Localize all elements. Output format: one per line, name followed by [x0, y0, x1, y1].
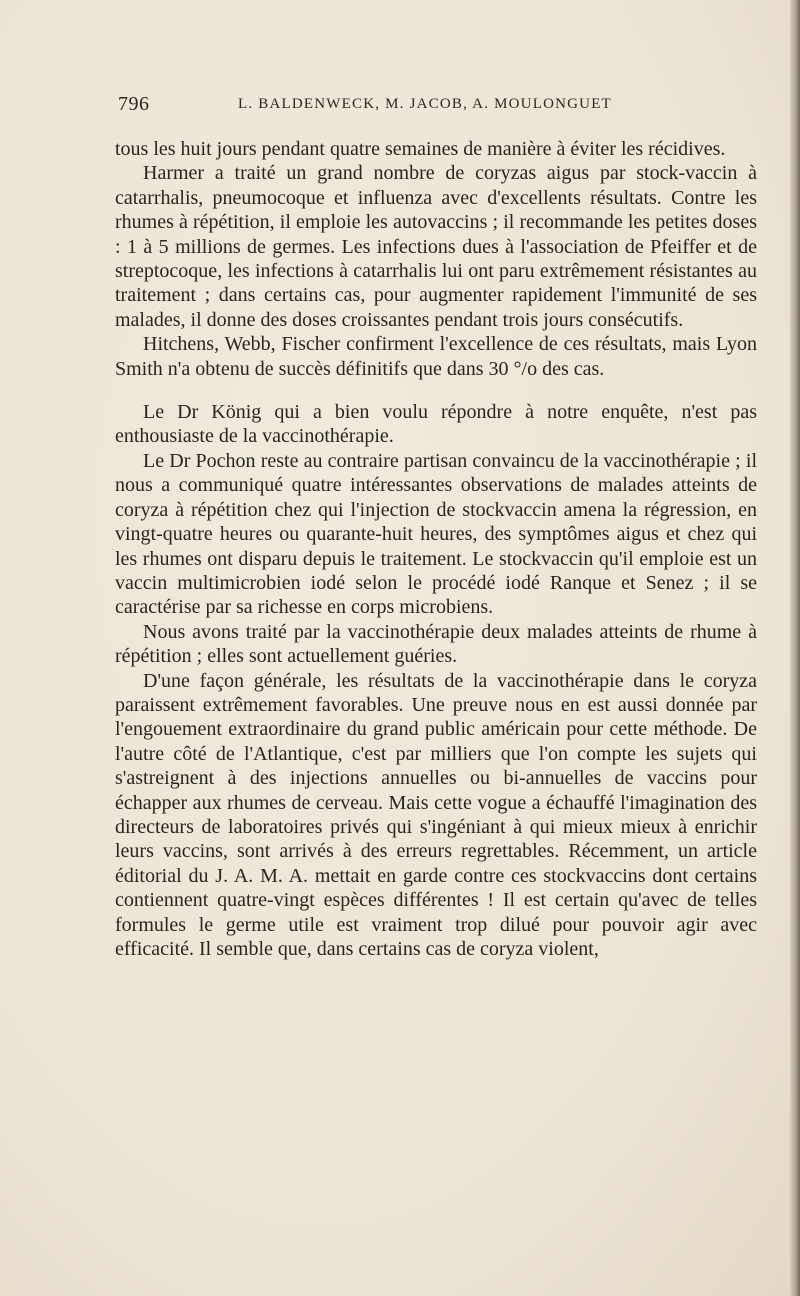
paragraph-continuation: tous les huit jours pendant quatre semaines de manière à éviter les récidives.: [115, 138, 726, 160]
paragraph-pochon: Le Dr Pochon reste au contraire partisan convaincu de la vaccinothérapie ; il nous a communiqué quatre intéressantes observations de malades atteints de coryza à répétition chez qui l'injection de stockvaccin amena la régression, en vingt-quatre heures ou quarante-huit heures, des symptômes aigus et chez qui les rhumes ont disparu depuis le traitement. Le stockvaccin qu'il emploie est un vaccin multimicrobien iodé selon le procédé iodé Ranque et Senez ; il se caractérise par sa richesse en corps microbiens.: [115, 449, 757, 619]
body-text: [115, 137, 757, 961]
page-edge: [790, 0, 800, 1296]
running-head-authors: L. BALDENWECK, M. JACOB, A. MOULONGUET: [238, 96, 612, 112]
paragraph-harmer: Harmer a traité un grand nombre de coryzas aigus par stock-vaccin à catarrhalis, pneumocoque et influenza avec d'excellents résultats. Contre les rhumes à répétition, il emploie les autovaccins ; il recommande les petites doses : 1 à 5 millions de germes. Les infections dues à l'association de Pfeiffer et de streptocoque, les infections à catarrhalis lui ont paru extrêmement résistantes au traitement ; dans certains cas, pour augmenter rapidement l'immunité de ses malades, il donne des doses croissantes pendant trois jours consécutifs.: [115, 162, 757, 331]
page-number: 796: [118, 93, 150, 115]
paragraph-hitchens: Hitchens, Webb, Fischer confirment l'excellence de ces résultats, mais Lyon Smith n'a obtenu de succès définitifs que dans 30 °/o des cas.: [115, 333, 757, 380]
paragraph-konig: Le Dr König qui a bien voulu répondre à notre enquête, n'est pas enthousiaste de la vaccinothérapie.: [115, 401, 757, 448]
page-header: [118, 93, 758, 119]
paragraph-conclusion: D'une façon générale, les résultats de la vaccinothérapie dans le coryza paraissent extrêmement favorables. Une preuve nous en est aussi donnée par l'engouement extraordinaire du grand public américain pour cette méthode. De l'autre côté de l'Atlantique, c'est par milliers que l'on compte les sujets qui s'astreignent à des injections annuelles ou bi-annuelles de vaccins pour échapper aux rhumes de cerveau. Mais cette vogue a échauffé l'imagination des directeurs de laboratoires privés qui s'ingéniant à qui mieux mieux à enrichir leurs vaccins, sont arrivés à des erreurs regrettables. Récemment, un article éditorial du J. A. M. A. mettait en garde contre ces stockvaccins dont certains contiennent quatre-vingt espèces différentes ! Il est certain qu'avec de telles formules le germe utile est vraiment trop dilué pour pouvoir agir avec efficacité. Il semble que, dans certains cas de coryza violent,: [115, 669, 757, 960]
paragraph-nous-avons: Nous avons traité par la vaccinothérapie deux malades atteints de rhume à répétition ; elles sont actuellement guéries.: [115, 620, 757, 668]
